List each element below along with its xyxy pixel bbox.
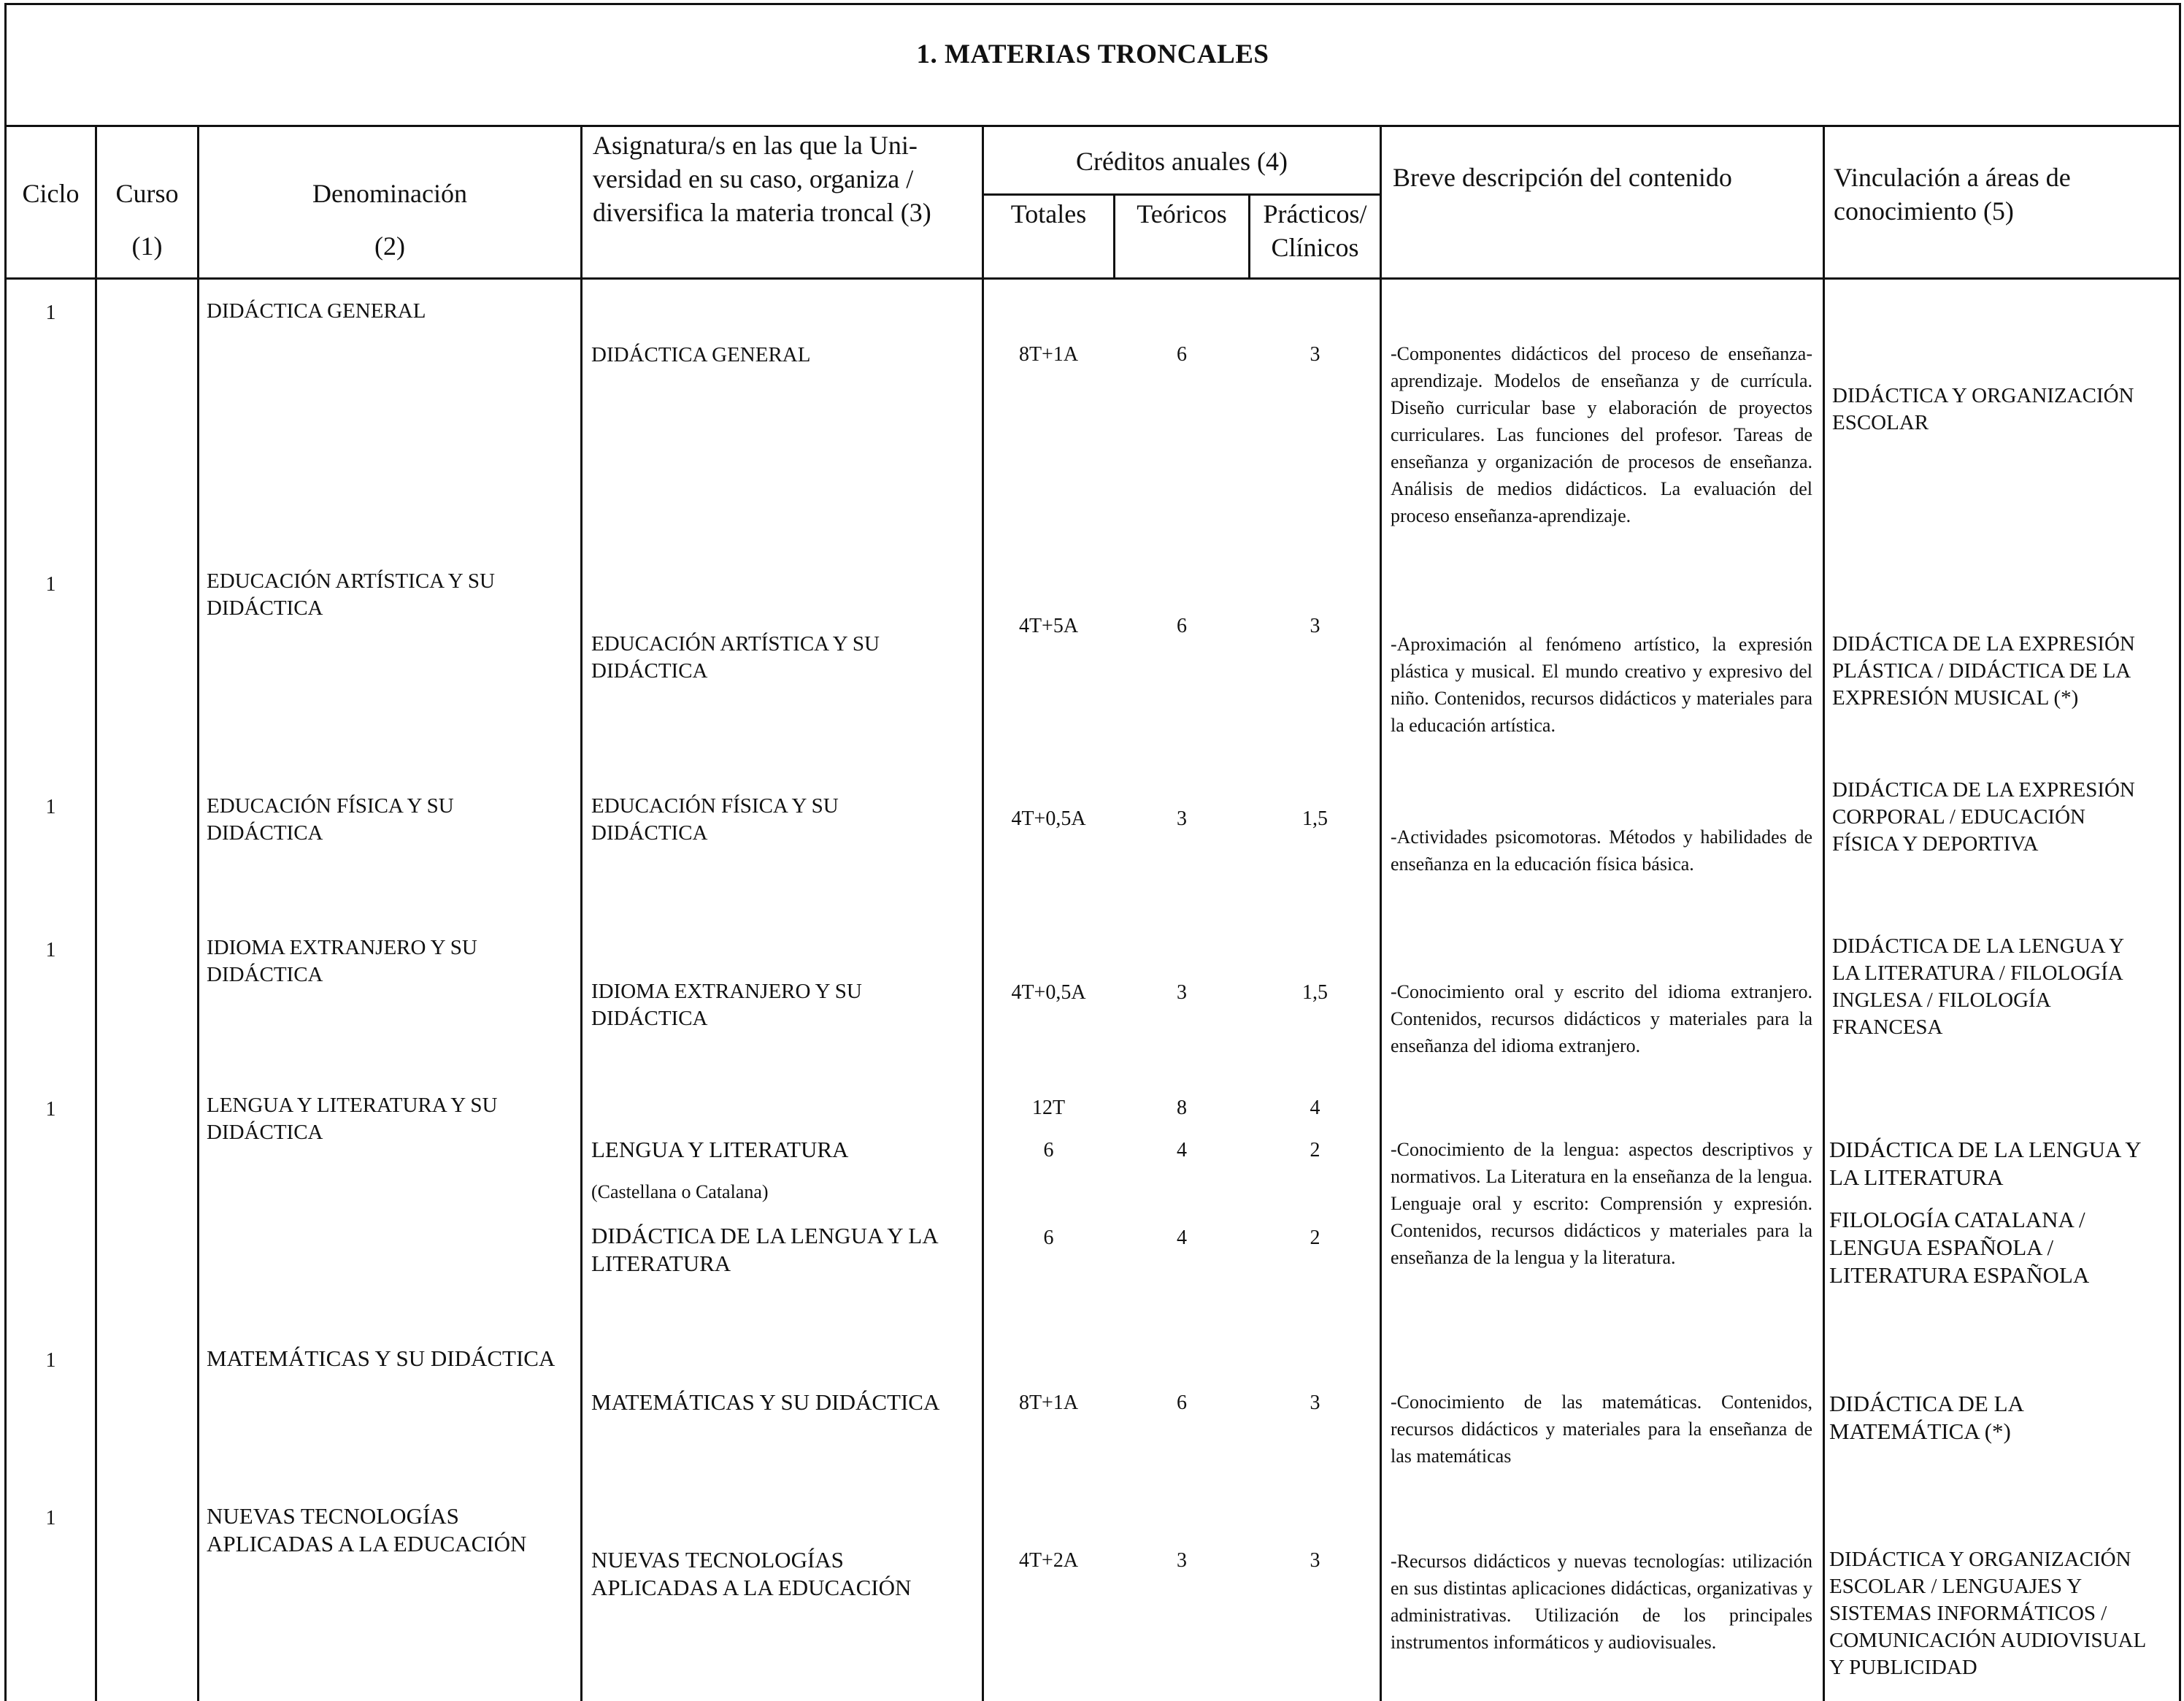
header-ciclo: Ciclo	[22, 179, 80, 208]
row-asignatura: EDUCACIÓN ARTÍSTICA Y SU DIDÁCTICA	[591, 632, 880, 683]
col-divider	[1380, 126, 1382, 1701]
row-asignatura: MATEMÁTICAS Y SU DIDÁCTICA	[591, 1389, 940, 1415]
header-asignatura: Asignatura/s en las que la Uni- versidad en su caso, organiza / diversifica la materia troncal (3)	[593, 131, 931, 227]
row-denominacion: NUEVAS TECNOLOGÍAS APLICADAS A LA EDUCACIÓN	[207, 1503, 527, 1556]
header-denominacion: Denominación	[312, 179, 467, 208]
row-teoricos: 3	[1177, 807, 1187, 830]
row-vinculacion: DIDÁCTICA DE LA LENGUA Y LA LITERATURA / FILOLOGÍA INGLESA / FILOLOGÍA FRANCESA	[1832, 934, 2125, 1039]
header-teoricos: Teóricos	[1137, 199, 1227, 229]
row-ciclo: 1	[45, 1098, 56, 1121]
row-sub-note: (Castellana o Catalana)	[591, 1181, 769, 1202]
row-sub-teoricos: 4	[1177, 1226, 1187, 1249]
row-descripcion: -Recursos didácticos y nuevas tecnologías: utilización en sus distintas aplicaciones didácticas, organizativas y administrativas. Utilización de los principales instrumentos informáticos y audiovisuales.	[1391, 1551, 1812, 1653]
row-denominacion: IDIOMA EXTRANJERO Y SU DIDÁCTICA	[207, 936, 477, 986]
title-box	[4, 3, 2181, 127]
row-denominacion: MATEMÁTICAS Y SU DIDÁCTICA	[207, 1345, 555, 1371]
row-practicos: 1,5	[1302, 981, 1328, 1004]
row-teoricos: 3	[1177, 1549, 1187, 1572]
row-totales: 4T+0,5A	[1011, 807, 1086, 830]
row-ciclo: 1	[45, 796, 56, 818]
col-divider	[580, 126, 582, 1701]
row-sub-totales: 6	[1043, 1226, 1054, 1249]
page-title: 1. MATERIAS TRONCALES	[916, 39, 1269, 69]
header-creditos: Créditos anuales (4)	[1076, 147, 1288, 176]
row-teoricos: 8	[1177, 1097, 1187, 1119]
header-vinculacion: Vinculación a áreas de conocimiento (5)	[1834, 163, 2071, 226]
row-ciclo: 1	[45, 573, 56, 596]
row-sub-asignatura: DIDÁCTICA DE LA LENGUA Y LA LITERATURA	[591, 1223, 939, 1276]
col-divider	[197, 126, 199, 1701]
col-divider	[1823, 126, 1825, 1701]
header-totales: Totales	[1010, 199, 1087, 229]
row-practicos: 3	[1310, 1549, 1320, 1572]
row-vinculacion: DIDÁCTICA DE LA LENGUA Y LA LITERATURA	[1829, 1137, 2142, 1190]
row-practicos: 4	[1310, 1097, 1320, 1119]
row-sub-teoricos: 4	[1177, 1139, 1187, 1161]
row-descripcion: -Conocimiento de la lengua: aspectos descriptivos y normativos. La Literatura en la enseñanza de la lengua. Lenguaje oral y escrito: Comprensión y expresión. Contenidos, recursos didácticos y materiales para la enseñanza de la lengua y la literatura.	[1391, 1139, 1812, 1268]
row-vinculacion: DIDÁCTICA DE LA EXPRESIÓN CORPORAL / EDUCACIÓN FÍSICA Y DEPORTIVA	[1832, 778, 2135, 856]
row-vinculacion-extra: FILOLOGÍA CATALANA / LENGUA ESPAÑOLA / LITERATURA ESPAÑOLA	[1829, 1207, 2090, 1288]
row-ciclo: 1	[45, 939, 56, 961]
row-vinculacion: DIDÁCTICA DE LA MATEMÁTICA (*)	[1829, 1391, 2024, 1444]
row-vinculacion: DIDÁCTICA Y ORGANIZACIÓN ESCOLAR / LENGUAJES Y SISTEMAS INFORMÁTICOS / COMUNICACIÓN AUDIOVISUAL Y PUBLICIDAD	[1829, 1548, 2147, 1679]
row-totales: 4T+5A	[1018, 615, 1079, 637]
row-totales: 4T+0,5A	[1011, 981, 1086, 1004]
row-descripcion: -Componentes didácticos del proceso de enseñanza-aprendizaje. Modelos de enseñanza y de currícula. Diseño curricular base y elaboración de proyectos curriculares. Las funciones del profesor. Tareas de enseñanza y organización de procesos de enseñanza. Análisis de medios didácticos. La evaluación del proceso enseñanza-aprendizaje.	[1391, 343, 1812, 526]
row-totales: 8T+1A	[1018, 343, 1079, 366]
row-sub-practicos: 2	[1310, 1226, 1320, 1249]
row-asignatura: EDUCACIÓN FÍSICA Y SU DIDÁCTICA	[591, 794, 839, 845]
row-teoricos: 3	[1177, 981, 1187, 1004]
row-ciclo: 1	[45, 1507, 56, 1529]
header-curso-note: (1)	[131, 231, 163, 261]
row-denominacion: EDUCACIÓN FÍSICA Y SU DIDÁCTICA	[207, 794, 454, 845]
row-teoricos: 6	[1177, 343, 1187, 366]
row-vinculacion: DIDÁCTICA Y ORGANIZACIÓN ESCOLAR	[1832, 384, 2134, 434]
col-divider	[95, 126, 97, 1701]
row-practicos: 3	[1310, 343, 1320, 366]
row-descripcion: -Actividades psicomotoras. Métodos y habilidades de enseñanza en la educación física básica.	[1391, 826, 1812, 875]
row-totales: 8T+1A	[1018, 1391, 1079, 1414]
row-denominacion: LENGUA Y LITERATURA Y SU DIDÁCTICA	[207, 1094, 498, 1144]
row-totales: 12T	[1031, 1097, 1066, 1119]
row-totales: 4T+2A	[1018, 1549, 1079, 1572]
row-vinculacion: DIDÁCTICA DE LA EXPRESIÓN PLÁSTICA / DIDÁCTICA DE LA EXPRESIÓN MUSICAL (*)	[1832, 632, 2135, 710]
header-divider	[982, 193, 1381, 196]
row-sub-practicos: 2	[1310, 1139, 1320, 1161]
row-ciclo: 1	[45, 302, 56, 324]
header-divider	[4, 277, 2181, 280]
row-teoricos: 6	[1177, 1391, 1187, 1414]
row-teoricos: 6	[1177, 615, 1187, 637]
row-denominacion: EDUCACIÓN ARTÍSTICA Y SU DIDÁCTICA	[207, 569, 495, 620]
header-denominacion-note: (2)	[374, 231, 405, 261]
row-practicos: 3	[1310, 1391, 1320, 1414]
row-denominacion: DIDÁCTICA GENERAL	[207, 299, 426, 323]
header-curso: Curso	[115, 179, 179, 208]
header-descripcion: Breve descripción del contenido	[1393, 163, 1732, 192]
header-practicos: Prácticos/ Clínicos	[1263, 199, 1367, 262]
row-asignatura: DIDÁCTICA GENERAL	[591, 343, 811, 366]
row-asignatura: IDIOMA EXTRANJERO Y SU DIDÁCTICA	[591, 980, 862, 1030]
row-practicos: 1,5	[1302, 807, 1328, 830]
row-descripcion: -Conocimiento de las matemáticas. Contenidos, recursos didácticos y materiales para la enseñanza de las matemáticas	[1391, 1391, 1812, 1467]
row-practicos: 3	[1310, 615, 1320, 637]
row-ciclo: 1	[45, 1349, 56, 1372]
row-sub-totales: 6	[1043, 1139, 1054, 1161]
row-descripcion: -Conocimiento oral y escrito del idioma extranjero. Contenidos, recursos didácticos y materiales para la enseñanza del idioma extranjero.	[1391, 981, 1812, 1056]
row-sub-asignatura: LENGUA Y LITERATURA	[591, 1137, 849, 1162]
row-asignatura: NUEVAS TECNOLOGÍAS APLICADAS A LA EDUCACIÓN	[591, 1547, 912, 1600]
row-descripcion: -Aproximación al fenómeno artístico, la expresión plástica y musical. El mundo creativo y expresivo del niño. Contenidos, recursos didácticos y materiales para la educación artística.	[1391, 634, 1812, 736]
